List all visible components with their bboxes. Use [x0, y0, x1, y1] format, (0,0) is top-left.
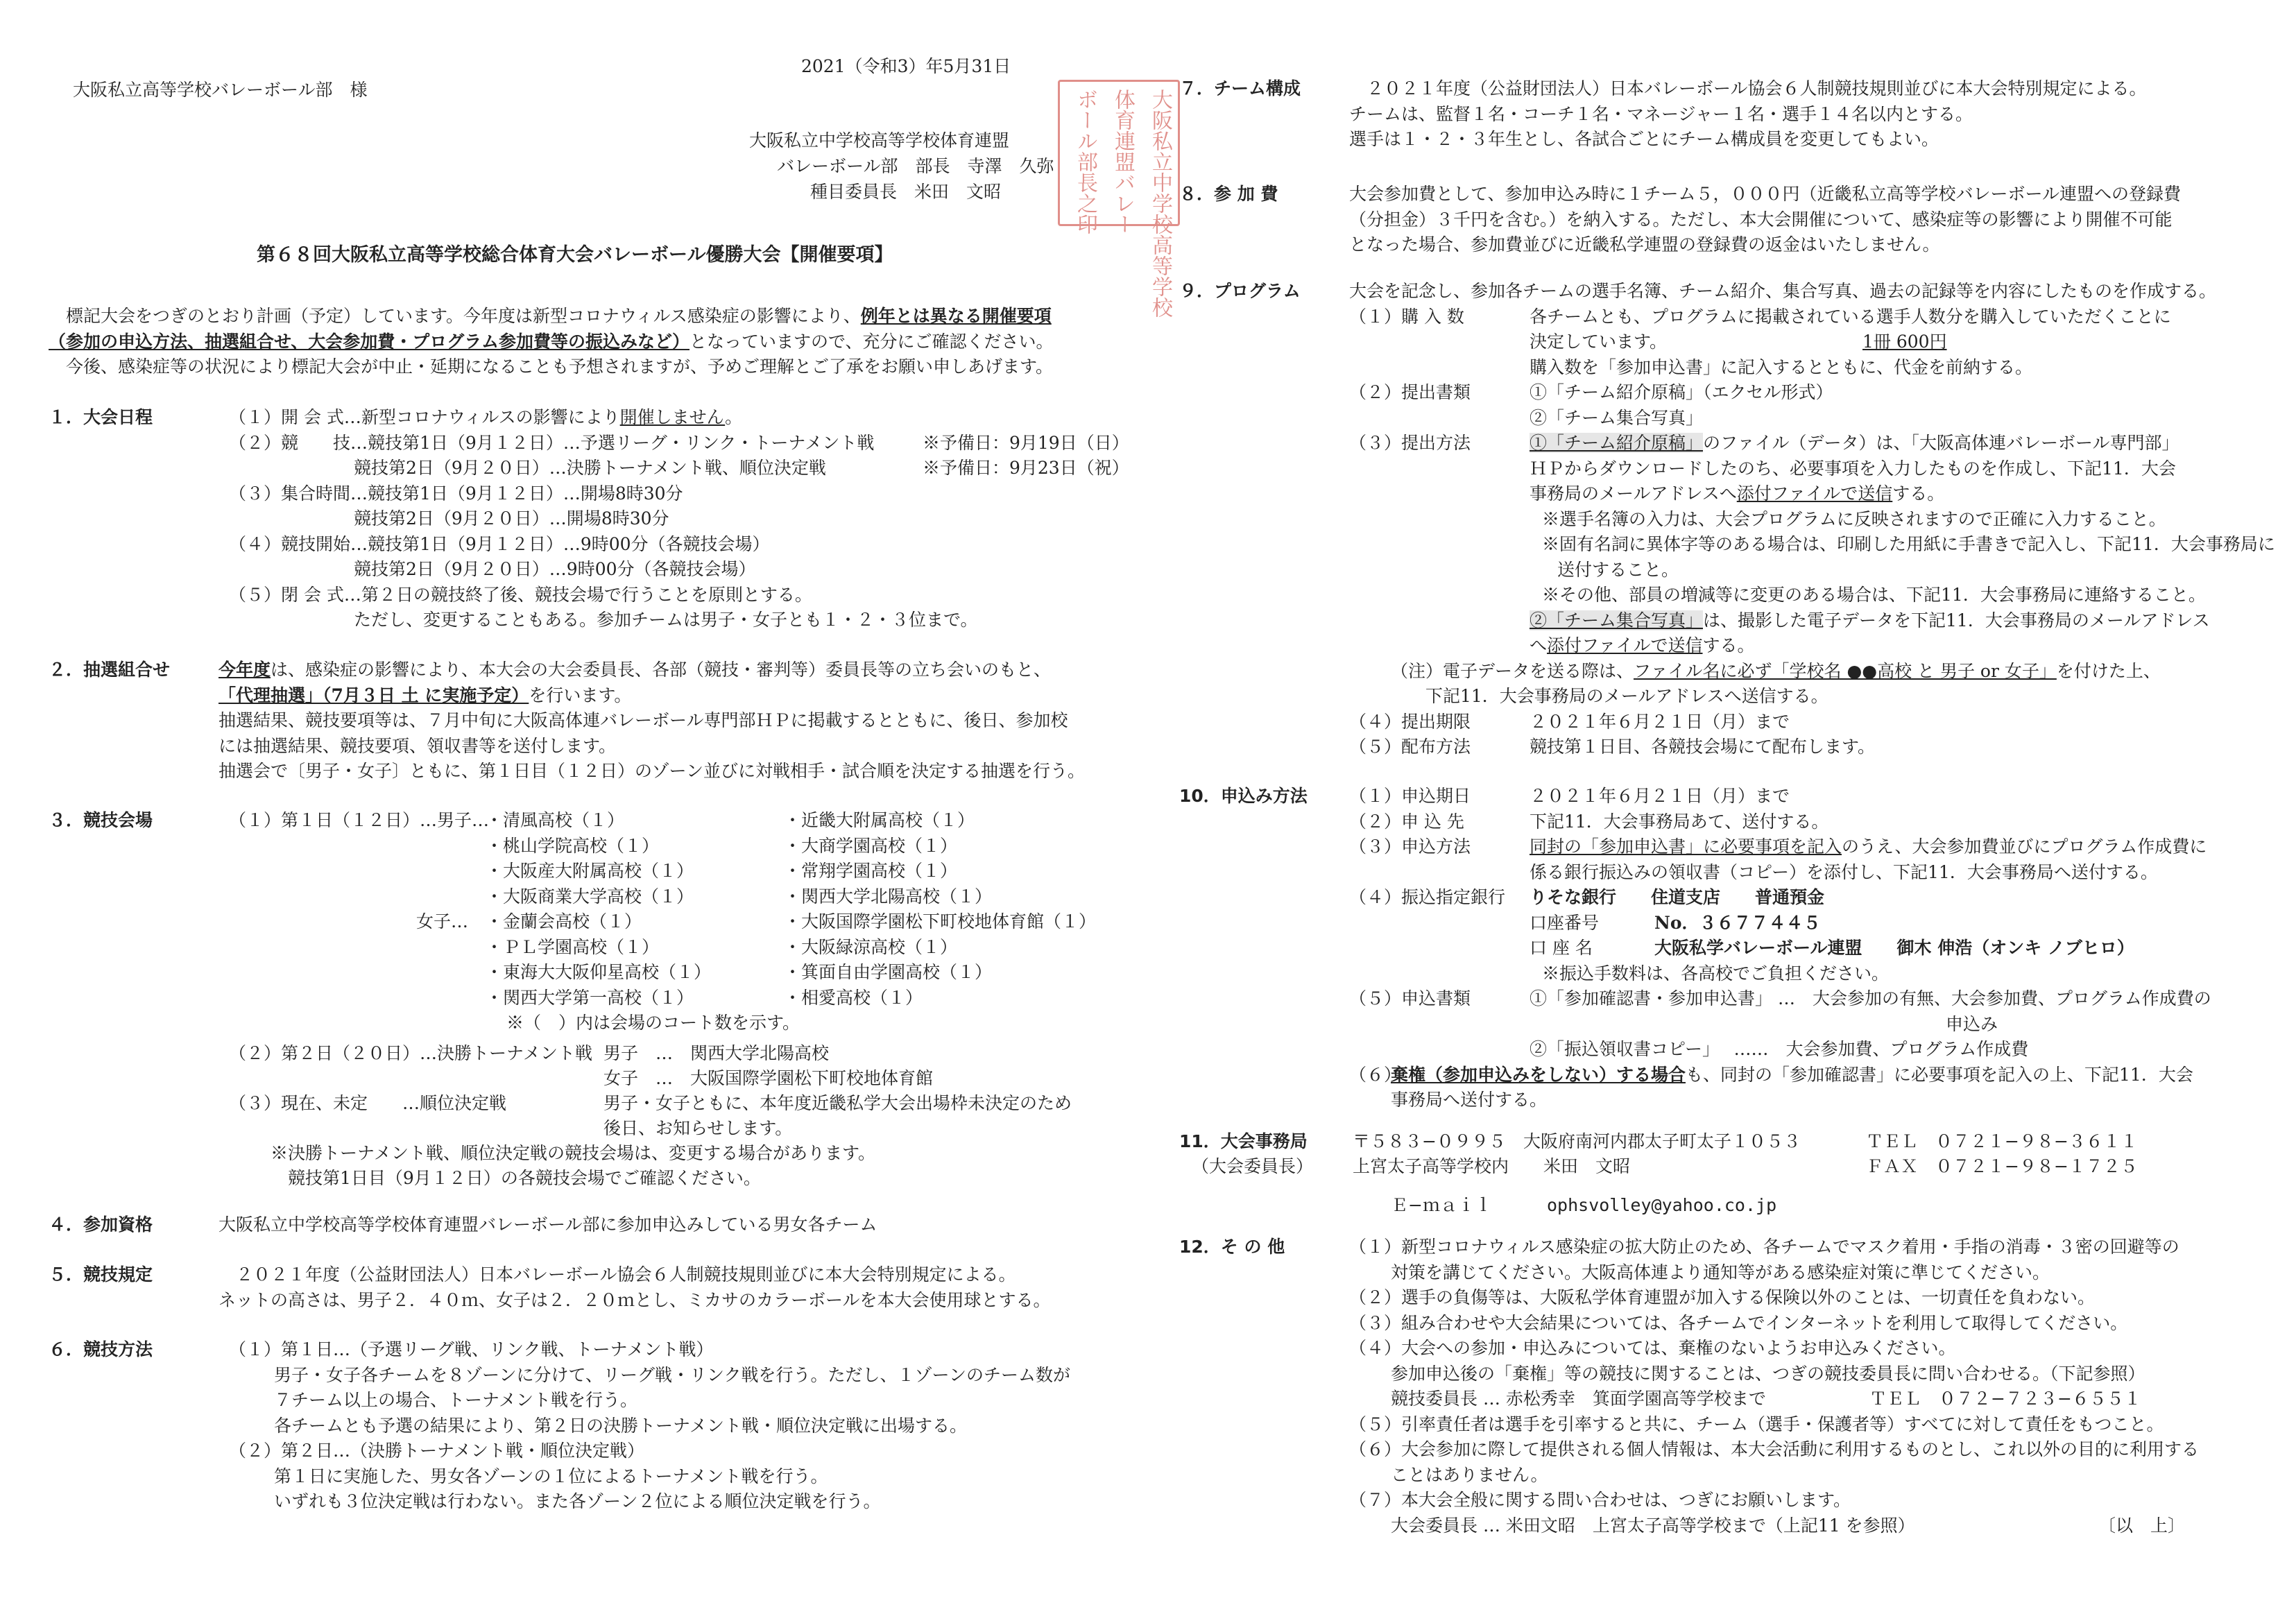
section-heading: ６．競技方法	[49, 1339, 153, 1359]
section-heading: ５．競技規定	[49, 1264, 153, 1285]
women-venues-col2: ・大阪国際学園松下町校地体育館（１） ・大阪緑涼高校（１） ・箕面自由学園高校（１） ・相愛高校（１）	[784, 911, 1097, 1008]
section-heading: ４．参加資格	[49, 1214, 153, 1235]
official-seal-stamp: 大阪私立中学校高等学校 体育連盟バレー ボール部長之印	[1058, 80, 1180, 226]
men-venues-col1: ・清風高校（１） ・桃山学院高校（１） ・大阪産大附属高校（１） ・大阪商業大学高校（１）	[486, 810, 694, 907]
section-heading: 10．申込み方法	[1179, 786, 1308, 806]
section-heading: ２．抽選組合せ	[49, 660, 171, 680]
men-venues-col2: ・近畿大附属高校（１） ・大商学園高校（１） ・常翔学園高校（１） ・関西大学北陽高校（１）	[784, 810, 993, 907]
sender-committee-chair: 種目委員長 米田 文昭	[810, 182, 1002, 202]
recipient: 大阪私立高等学校バレーボール部 様	[73, 80, 368, 100]
section-heading: ７．チーム構成	[1179, 78, 1301, 98]
section-heading: ９．プログラム	[1179, 281, 1301, 301]
women-venues-col1: ・金蘭会高校（１） ・ＰＬ学園高校（１） ・東海大大阪仰星高校（１） ・関西大学第一高校（１）	[486, 911, 712, 1008]
issue-date: 2021（令和3）年5月31日	[801, 56, 1011, 76]
sender-director: バレーボール部 部長 寺澤 久弥	[777, 156, 1054, 176]
email-link[interactable]: ophsvolley@yahoo.co.jp	[1547, 1195, 1777, 1215]
sender-org: 大阪私立中学校高等学校体育連盟	[749, 130, 1010, 151]
section-heading: ８．参 加 費	[1179, 184, 1278, 204]
section-heading: ３．競技会場	[49, 810, 153, 830]
section-heading: １．大会日程	[49, 407, 153, 427]
section-heading: 11．大会事務局	[1179, 1131, 1308, 1151]
document-title: 第６８回大阪私立高等学校総合体育大会バレーボール優勝大会【開催要項】	[257, 244, 893, 266]
section-heading: 12．そ の 他	[1179, 1237, 1285, 1257]
intro-paragraph: 標記大会をつぎのとおり計画（予定）しています。今年度は新型コロナウィルス感染症の影響により、例年とは異なる開催要項 （参加の申込方法、抽選組合せ、大会参加費・プログラム参加費等の振込みなど）となっていますので、充分にご確認ください。 今後、感染症等の状況により標記大会が中止・延期になることも予想されますが、予めご理解とご了承をお願い申しあげます。	[49, 306, 1054, 377]
